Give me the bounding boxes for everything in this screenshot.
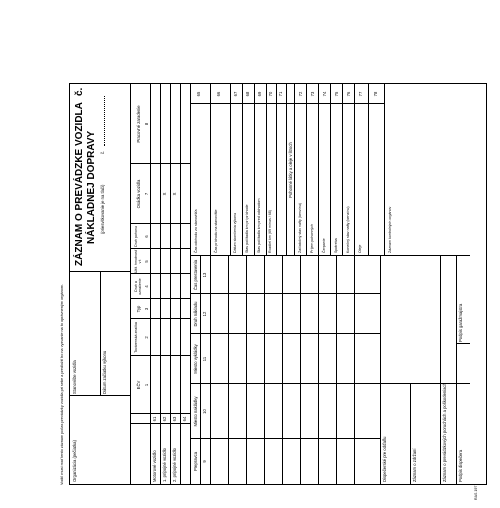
- rp-code-67: 67: [233, 91, 238, 97]
- tcol-num-9: 9: [202, 460, 207, 463]
- delay-label: Záznam o zdržaní: [412, 448, 417, 482]
- transport-row: [300, 256, 301, 484]
- lower-row-2: [440, 256, 441, 484]
- transport-col-4: [190, 293, 380, 294]
- rp-code-68: 68: [245, 91, 250, 97]
- rotated-form: [69, 83, 487, 485]
- fuel-code-78: 78: [373, 91, 378, 97]
- control-label: Záznam kontrolných orgánov: [388, 206, 392, 253]
- form-code: RAS 197: [474, 485, 478, 500]
- transport-row: [336, 256, 337, 484]
- fuel-code-72: 72: [298, 91, 303, 97]
- col-cargo: Druh nákladu: [193, 301, 198, 327]
- col-carrier: Prepravca: [193, 451, 198, 472]
- form-title: ZÁZNAM O PREVÁDZKE VOZIDLA: [74, 102, 85, 266]
- tcol-num-13: 13: [202, 272, 207, 278]
- transport-header-bottom: [210, 256, 211, 484]
- form-number-label: č.: [74, 87, 85, 96]
- fuel-row: [342, 84, 343, 256]
- rp-row: [254, 84, 255, 256]
- footer-note: Vodič musí mať tento záznam počas prevádzky vozidla pri sebe a predložiť ho na vyzvanie na to oprávneným orgánom.: [60, 283, 64, 485]
- header-divider: [130, 84, 131, 484]
- row-label-trailer-1: 1. prípojné vozidlo: [162, 448, 167, 482]
- sign-divider: [456, 343, 470, 344]
- row-label-trailer-2: 2. prípojné vozidlo: [172, 448, 177, 482]
- rp-code-66: 66: [216, 91, 221, 97]
- rp-label-65: Čas odchodu zo stanovišťa: [194, 209, 198, 253]
- fuel-row: [354, 84, 355, 256]
- col-num-5: 5: [144, 260, 149, 263]
- col-kind: Druh a označenie: [134, 278, 143, 295]
- fuel-label-72: Začiatočný stav nafty (benzínu): [298, 203, 302, 253]
- fuel-label-76: Konečný stav nafty (benzínu): [346, 206, 350, 253]
- header-hline-1: [100, 272, 101, 396]
- col-crew: Osádka vozidla: [136, 179, 141, 209]
- rp-code-70: 70: [268, 91, 273, 97]
- col-num-4: 4: [144, 285, 149, 288]
- fuel-label-74: Čerpanie: [322, 238, 326, 253]
- vehicle-col-code: [130, 423, 190, 424]
- garage-sign-label: Podpis garažmajstra: [458, 303, 463, 342]
- departure-date-label: Dátum začiatku výkonu: [102, 350, 107, 394]
- transport-row: [246, 256, 247, 484]
- rp-label-68: Stav počítadla km pri príchode: [245, 204, 249, 253]
- rp-row: [276, 84, 277, 256]
- rp-code-69: 69: [257, 91, 262, 97]
- fuel-code-75: 75: [334, 91, 339, 97]
- fuel-code-74: 74: [322, 91, 327, 97]
- transport-table-bottom: [380, 256, 381, 484]
- transport-row: [264, 256, 265, 484]
- rp-row: [210, 84, 211, 256]
- col-num-1: 1: [144, 383, 149, 387]
- row-code-62: 62: [162, 416, 167, 422]
- fuel-label-73: Príjem pohonných: [310, 224, 314, 253]
- vehicle-row-2: [170, 84, 171, 484]
- col-brand: Továrenská značka: [134, 322, 138, 353]
- row-code-64: 64: [182, 416, 187, 422]
- form-code-wrap: [474, 486, 479, 500]
- col-num-6: 6: [144, 235, 149, 238]
- fuel-row: [368, 84, 369, 256]
- form-subtitle: NÁKLADNEJ DOPRAVY: [86, 130, 97, 244]
- crew-x-1: X: [162, 192, 167, 196]
- vehicle-header-bottom: [150, 84, 151, 484]
- col-standby: Čas prestavenia: [193, 259, 198, 291]
- transport-col-1: [190, 438, 380, 439]
- station-label: Stanovište vozidla: [72, 360, 77, 394]
- col-ecv: EČV: [136, 380, 141, 390]
- fuel-title: Pohonné látky a oleje v litroch: [288, 142, 293, 198]
- transport-row: [318, 256, 319, 484]
- rp-label-69: Stav počítadla km pred odchodom: [257, 198, 261, 253]
- tcol-num-10: 10: [202, 409, 207, 414]
- fuel-code-76: 76: [346, 91, 351, 97]
- rp-label-70: Rozdiel km (69 mínus / 68): [268, 210, 272, 253]
- col-drive: Druh pohonu: [134, 226, 138, 247]
- rp-label-67: Dátum skončenia výkonu: [233, 212, 237, 253]
- fuel-label-75: Spotreba: [334, 238, 338, 253]
- sign-row-top: [456, 256, 457, 484]
- row-code-63: 63: [172, 416, 177, 422]
- rp-row: [230, 84, 231, 256]
- row-label-motor: Motorové vozidlo: [152, 450, 157, 482]
- fuel-title-bottom: [294, 84, 295, 256]
- col-num-2: 2: [144, 336, 149, 339]
- fuel-row: [306, 84, 307, 256]
- transport-row: [282, 256, 283, 484]
- rp-code-65: 65: [196, 91, 201, 97]
- vehicle-table-bottom: [190, 84, 191, 484]
- fuel-bottom: [384, 84, 385, 256]
- col-unloading: Miesto vykládky: [193, 344, 198, 374]
- vehicle-row-3: [180, 84, 181, 484]
- rp-label-66: Čas príchodu na stanovište: [214, 209, 218, 253]
- fuel-code-col: [294, 103, 384, 104]
- rp-code-71: 71: [278, 91, 283, 97]
- col-num-8: 8: [144, 122, 149, 126]
- fuel-label-77: Oleje: [358, 244, 362, 253]
- form-sub-note: (priesvitkovanie je na tlači): [100, 184, 105, 234]
- transport-col-3: [190, 333, 380, 334]
- row-code-61: 61: [152, 416, 157, 422]
- fuel-row: [330, 84, 331, 256]
- transport-col-2: [190, 383, 380, 384]
- vehicle-row-1: [160, 84, 161, 484]
- tcol-num-12: 12: [202, 311, 207, 317]
- fuel-code-73: 73: [310, 91, 315, 97]
- col-num-3: 3: [144, 307, 149, 311]
- col-type: Typ: [136, 305, 141, 313]
- col-position: Pracovné zaradenie: [136, 105, 141, 143]
- dispatch-label: Dispečerské pre odďaľlu: [382, 436, 387, 482]
- tcol-num-11: 11: [202, 356, 207, 362]
- col-weight: Užit. hmotnosť v t: [134, 249, 143, 274]
- rp-row: [242, 84, 243, 256]
- transport-row: [354, 256, 355, 484]
- form-number-line: [104, 96, 105, 146]
- org-label: Organizácia (pečiatka): [72, 440, 77, 482]
- fuel-code-77: 77: [358, 91, 363, 97]
- fuel-title-top: [286, 84, 287, 256]
- transport-header-mid: [200, 256, 201, 484]
- crew-x-2: X: [172, 192, 177, 196]
- lower-row-1: [410, 384, 411, 484]
- col-loading: Miesto nakládky: [193, 396, 198, 427]
- col-num-7: 7: [144, 192, 149, 196]
- form-sub-c: č.: [100, 150, 105, 154]
- fuel-row: [318, 84, 319, 256]
- dispatcher-sign-label: Podpis dispečera: [458, 449, 463, 482]
- fault-label: Záznam o prevádzkových poruchách a poškodeniach: [442, 383, 447, 482]
- rp-row: [266, 84, 267, 256]
- footer: [60, 83, 65, 485]
- transport-row: [228, 256, 229, 484]
